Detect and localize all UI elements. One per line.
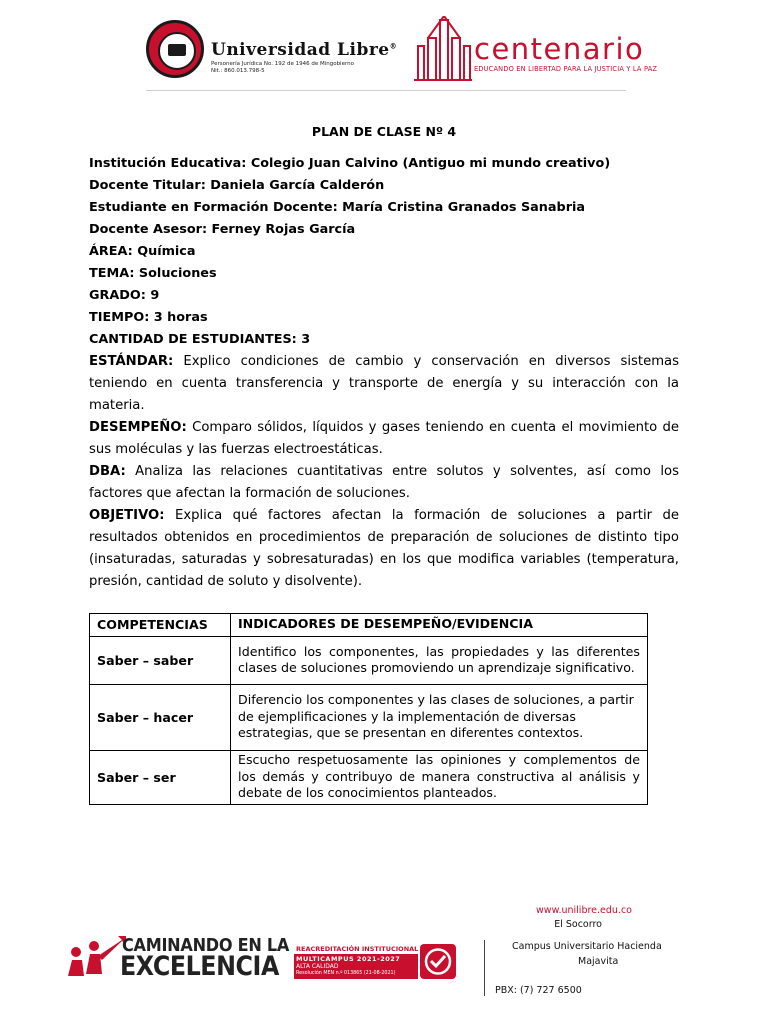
field-cantidad: CANTIDAD DE ESTUDIANTES: 3 [89,332,311,347]
field-area: ÁREA: Química [89,244,196,259]
footer-divider [484,940,485,996]
table-row [90,637,648,685]
dba-paragraph [89,461,679,505]
brand-first: Universidad [211,40,331,60]
accreditation-multicampus: MULTICAMPUS 2021-2027 [296,955,401,963]
field-docente-asesor: Docente Asesor: Ferney Rojas García [89,222,356,237]
field-grado: GRADO: 9 [89,288,160,303]
table-row [90,751,648,805]
field-docente-titular: Docente Titular: Daniela García Calderón [89,178,385,193]
competencia-cell: Saber – saber [90,637,231,685]
table-header-cell: INDICADORES DE DESEMPEÑO/EVIDENCIA [231,614,648,637]
field-institucion: Institución Educativa: Colegio Juan Calvino (Antiguo mi mundo creativo) [89,156,611,171]
footer-campus-name: Majavita [578,956,619,967]
brand-second: Libre [337,40,390,60]
university-name [211,40,397,60]
competencia-cell: Saber – ser [90,751,231,805]
footer-pbx: PBX: (7) 727 6500 [495,985,582,996]
indicador-cell: Identifico los componentes, las propiedades y las diferentes clases de soluciones promoviendo un aprendizaje significativo. [231,637,648,685]
centenario-subtitle: EDUCANDO EN LIBERTAD PARA LA JUSTICIA Y LA PAZ [474,65,658,73]
footer-url-link[interactable]: www.unilibre.edu.co [536,905,632,916]
competencia-cell: Saber – hacer [90,685,231,751]
legal-line-1: Personería Jurídica No. 192 de 1946 de Mingobierno [211,61,354,67]
legal-line-2: Nit.: 860.013.798-5 [211,68,265,74]
people-group-icon [64,934,126,978]
accreditation-quality: ALTA CALIDAD [296,963,339,970]
field-tiempo: TIEMPO: 3 horas [89,310,208,325]
estandar-paragraph [89,351,679,417]
centenario-title: centenario [474,32,645,66]
table-header-cell: COMPETENCIAS [90,614,231,637]
footer-city: El Socorro [554,919,602,930]
estandar-text: Explico condiciones de cambio y conservación en diversos sistemas teniendo en cuenta transferencia y transporte de energía y su interacción con la materia. [89,354,679,413]
accreditation-title: REACREDITACIÓN INSTITUCIONAL [296,945,419,953]
checkmark-icon [420,944,456,979]
desempeno-paragraph [89,417,679,461]
book-icon [168,44,186,56]
field-tema: TEMA: Soluciones [89,266,217,281]
indicador-cell: Escucho respetuosamente las opiniones y complementos de los demás y contribuyo de manera constructiva al análisis y debate de los conocimientos planteados. [231,751,648,805]
desempeno-label: DESEMPEÑO: [89,420,187,435]
estandar-label: ESTÁNDAR: [89,354,174,369]
field-estudiante: Estudiante en Formación Docente: María Cristina Granados Sanabria [89,200,586,215]
checkmark-seal-icon [420,944,456,979]
objetivo-text: Explica qué factores afectan la formación de soluciones a partir de resultados obtenidos en procedimientos de preparación de soluciones de distinto tipo (insaturadas, saturadas y sobresaturadas) en los que modifica variables (temperatura, presión, cantidad de soluto y disolvente). [89,508,679,589]
accreditation-resolution: Resolución MEN n.º 013865 (21-08-2021) [296,971,396,976]
table-header-row [90,614,648,637]
objetivo-label: OBJETIVO: [89,508,165,523]
indicador-cell: Diferencio los componentes y las clases de soluciones, a partir de ejemplificaciones y la implementación de diversas estrategias, que se presentan en diferentes contextos. [231,685,648,751]
header-divider [146,90,626,91]
centenario-building-icon [414,16,472,82]
slogan-line-1: CAMINANDO EN LA [122,936,290,956]
table-row [90,685,648,751]
objetivo-paragraph [89,505,679,593]
dba-label: DBA: [89,464,126,479]
document-title: PLAN DE CLASE Nº 4 [311,124,457,139]
dba-text: Analiza las relaciones cuantitativas entre solutos y solventes, así como los factores que afectan la formación de soluciones. [89,464,679,501]
slogan-line-2: EXCELENCIA [120,951,279,982]
competencias-table [89,613,648,805]
registered-mark: ® [389,41,398,51]
accreditation-badge [294,944,418,979]
university-seal-icon [146,20,204,78]
desempeno-text: Comparo sólidos, líquidos y gases teniendo en cuenta el movimiento de sus moléculas y las fuerzas electroestáticas. [89,420,679,457]
seal-inner [158,32,196,70]
footer-campus: Campus Universitario Hacienda [512,941,662,952]
